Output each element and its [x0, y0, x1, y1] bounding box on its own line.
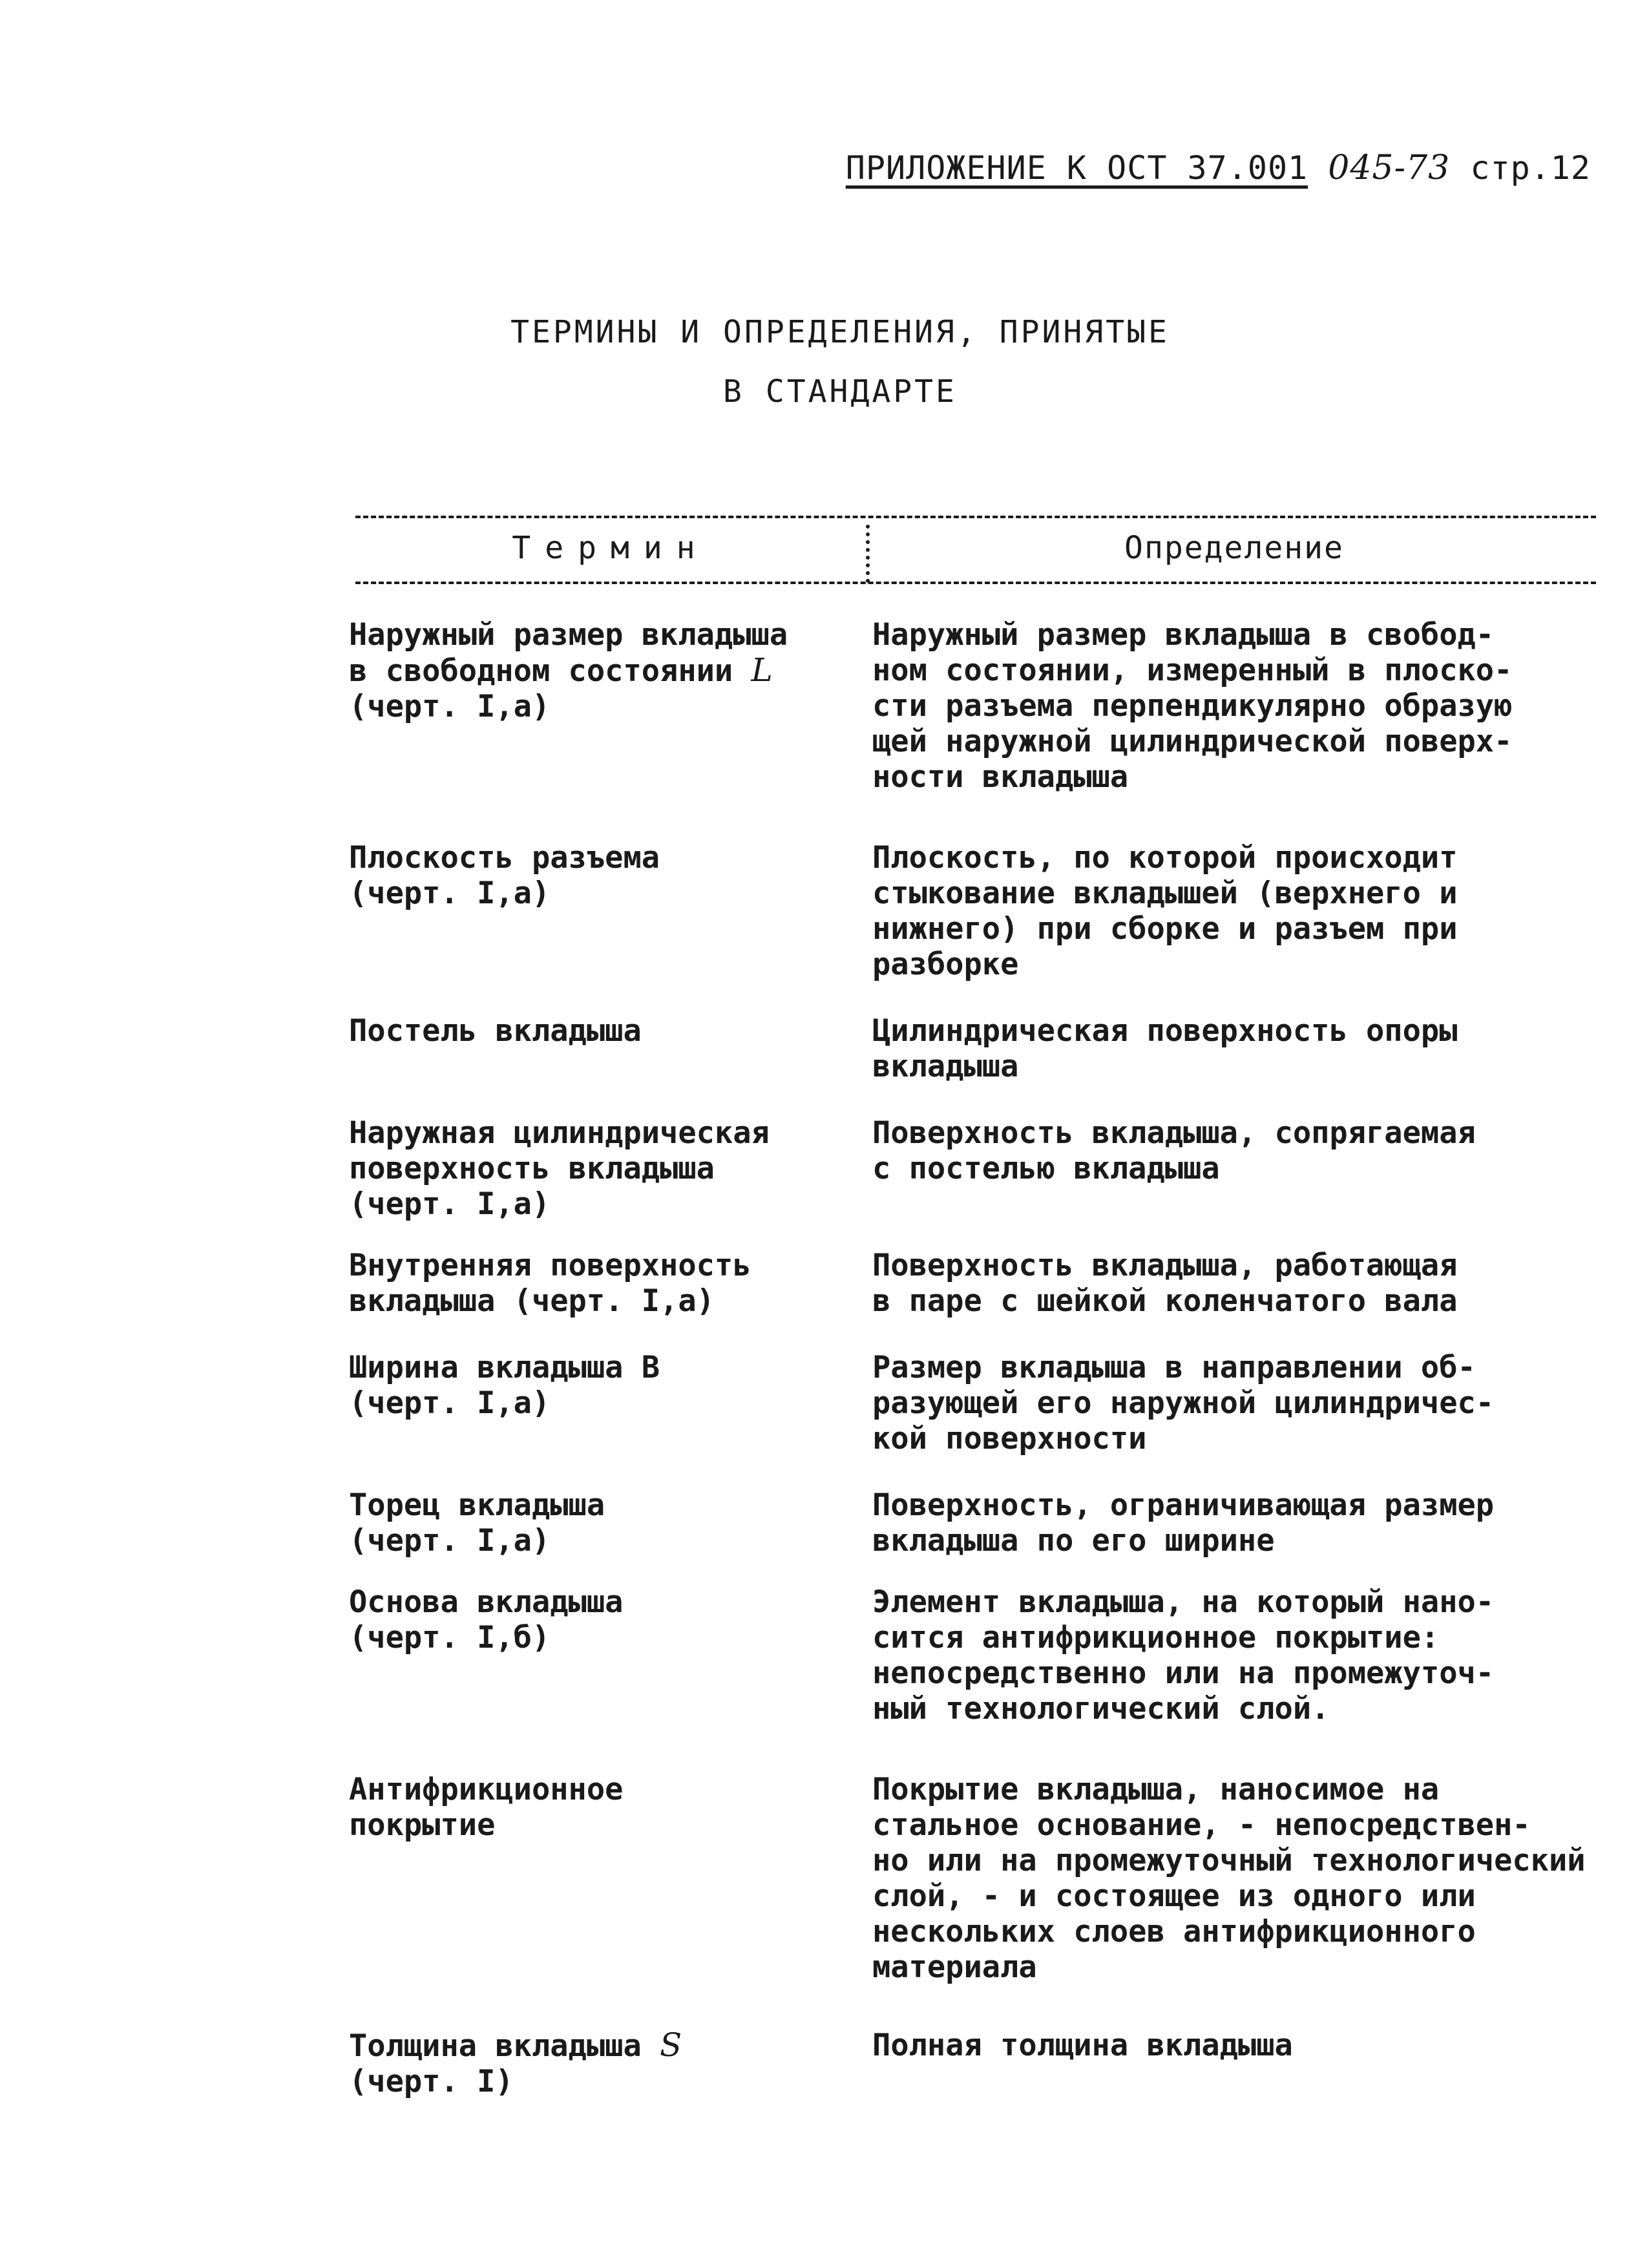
table-row [349, 1487, 1609, 1559]
definition-line: Размер вкладыша в направлении об- [872, 1350, 1476, 1385]
definition-cell [872, 1772, 1602, 1985]
definition-cell [872, 617, 1602, 795]
standard-reference [846, 149, 1591, 187]
table-header-rule [355, 582, 1596, 584]
definition-line: разующей его наружной цилиндричес- [872, 1385, 1495, 1421]
definition-line: нижнего) при сборке и разъем при [872, 911, 1458, 947]
term-line [349, 653, 872, 689]
term-line: Постель вкладыша [349, 1013, 642, 1049]
definition-line: сти разъема перпендикулярно образую [872, 688, 1513, 724]
definition-cell [872, 1584, 1602, 1727]
term-cell [349, 2028, 872, 2099]
definition-cell [872, 1350, 1602, 1456]
table-row [349, 2028, 1609, 2099]
definition-line: непосредственно или на промежуточ- [872, 1655, 1495, 1691]
term-line: Внутренняя поверхность [349, 1248, 751, 1283]
definition-line: материала [872, 1949, 1037, 1985]
definition-line: кой поверхности [872, 1421, 1147, 1456]
term-line: (черт. I,а) [349, 876, 551, 911]
term-cell [349, 840, 872, 911]
definition-line: но или на промежуточный технологический [872, 1843, 1586, 1878]
term-line: Плоскость разъема [349, 840, 660, 876]
definition-line: сится антифрикционное покрытие: [872, 1620, 1440, 1655]
term-line: (черт. I,б) [349, 1620, 551, 1655]
handwritten-number: 045-73 [1328, 149, 1451, 187]
definition-cell [872, 1013, 1602, 1084]
term-line: Основа вкладыша [349, 1584, 624, 1620]
definition-line: стыкование вкладышей (верхнего и [872, 876, 1458, 911]
definition-line: вкладыша [872, 1049, 1019, 1084]
definition-line: слой, - и состоящее из одного или [872, 1878, 1476, 1914]
definition-line: Наружный размер вкладыша в свобод- [872, 617, 1495, 653]
term-line-text: в свободном состоянии [349, 653, 733, 689]
title-line-2: В СТАНДАРТЕ [723, 373, 957, 410]
term-cell [349, 1584, 872, 1655]
definition-line: Элемент вкладыша, на который нано- [872, 1584, 1495, 1620]
table-row [349, 840, 1609, 982]
term-line: Антифрикционное [349, 1772, 624, 1807]
term-cell [349, 1115, 872, 1222]
standard-prefix: ПРИЛОЖЕНИЕ К ОСТ 37.001 [845, 149, 1308, 187]
definition-line: щей наружной цилиндрической поверх- [872, 724, 1513, 759]
definition-line: в паре с шейкой коленчатого вала [872, 1283, 1458, 1319]
definition-line: ности вкладыша [872, 759, 1129, 795]
term-symbol: S [660, 2026, 682, 2064]
definition-cell [872, 1248, 1602, 1319]
definition-cell [872, 2028, 1602, 2063]
column-header-term: Термин [512, 530, 709, 566]
page-number: стр.12 [1470, 149, 1591, 187]
definition-line: вкладыша по его ширине [872, 1523, 1275, 1559]
definition-line: Поверхность вкладыша, работающая [872, 1248, 1458, 1283]
term-line-text: Толщина вкладыша [349, 2028, 642, 2064]
title-line-1: ТЕРМИНЫ И ОПРЕДЕЛЕНИЯ, ПРИНЯТЫЕ [510, 314, 1170, 350]
table-row [349, 1584, 1609, 1727]
definition-line: нескольких слоев антифрикционного [872, 1914, 1476, 1949]
term-cell [349, 1487, 872, 1559]
definition-line: разборке [872, 947, 1019, 982]
term-line: Торец вкладыша [349, 1487, 605, 1523]
definition-line: ный технологический слой. [872, 1691, 1330, 1727]
table-row [349, 1115, 1609, 1222]
term-line: вкладыша (черт. I,а) [349, 1283, 715, 1319]
term-symbol: L [751, 651, 773, 689]
definition-line: Плоскость, по которой происходит [872, 840, 1458, 876]
table-row [349, 1248, 1609, 1319]
definition-cell [872, 1487, 1602, 1559]
definition-line: ном состоянии, измеренный в плоско- [872, 653, 1513, 688]
table-row [349, 617, 1609, 795]
table-row [349, 1772, 1609, 1985]
table-top-rule [355, 516, 1596, 518]
term-cell [349, 617, 872, 724]
term-line [349, 2028, 872, 2064]
term-line: (черт. I,а) [349, 1385, 551, 1421]
term-line: (черт. I,а) [349, 1523, 551, 1559]
term-line: Наружный размер вкладыша [349, 617, 788, 653]
term-cell [349, 1772, 872, 1843]
page-title [388, 302, 1292, 421]
definition-line: Полная толщина вкладыша [872, 2028, 1293, 2063]
definition-line: Поверхность, ограничивающая размер [872, 1487, 1495, 1523]
term-line: покрытие [349, 1807, 496, 1843]
term-line: (черт. I) [349, 2064, 514, 2099]
definition-line: Цилиндрическая поверхность опоры [872, 1013, 1458, 1049]
definition-line: стальное основание, - непосредствен- [872, 1807, 1531, 1843]
term-cell [349, 1350, 872, 1421]
column-header-definition: Определение [1124, 530, 1344, 566]
term-line: поверхность вкладыша [349, 1151, 715, 1186]
table-row [349, 1350, 1609, 1456]
term-line: (черт. I,а) [349, 689, 551, 724]
definition-cell [872, 1115, 1602, 1186]
terms-table-body [349, 617, 1609, 2099]
table-row [349, 1013, 1609, 1084]
term-cell [349, 1248, 872, 1319]
term-cell [349, 1013, 872, 1049]
definition-line: Поверхность вкладыша, сопрягаемая [872, 1115, 1476, 1151]
term-line: Наружная цилиндрическая [349, 1115, 770, 1151]
term-line: (черт. I,а) [349, 1186, 551, 1222]
definition-line: с постелью вкладыша [872, 1151, 1220, 1186]
definition-cell [872, 840, 1602, 982]
term-line: Ширина вкладыша В [349, 1350, 660, 1385]
definition-line: Покрытие вкладыша, наносимое на [872, 1772, 1440, 1807]
